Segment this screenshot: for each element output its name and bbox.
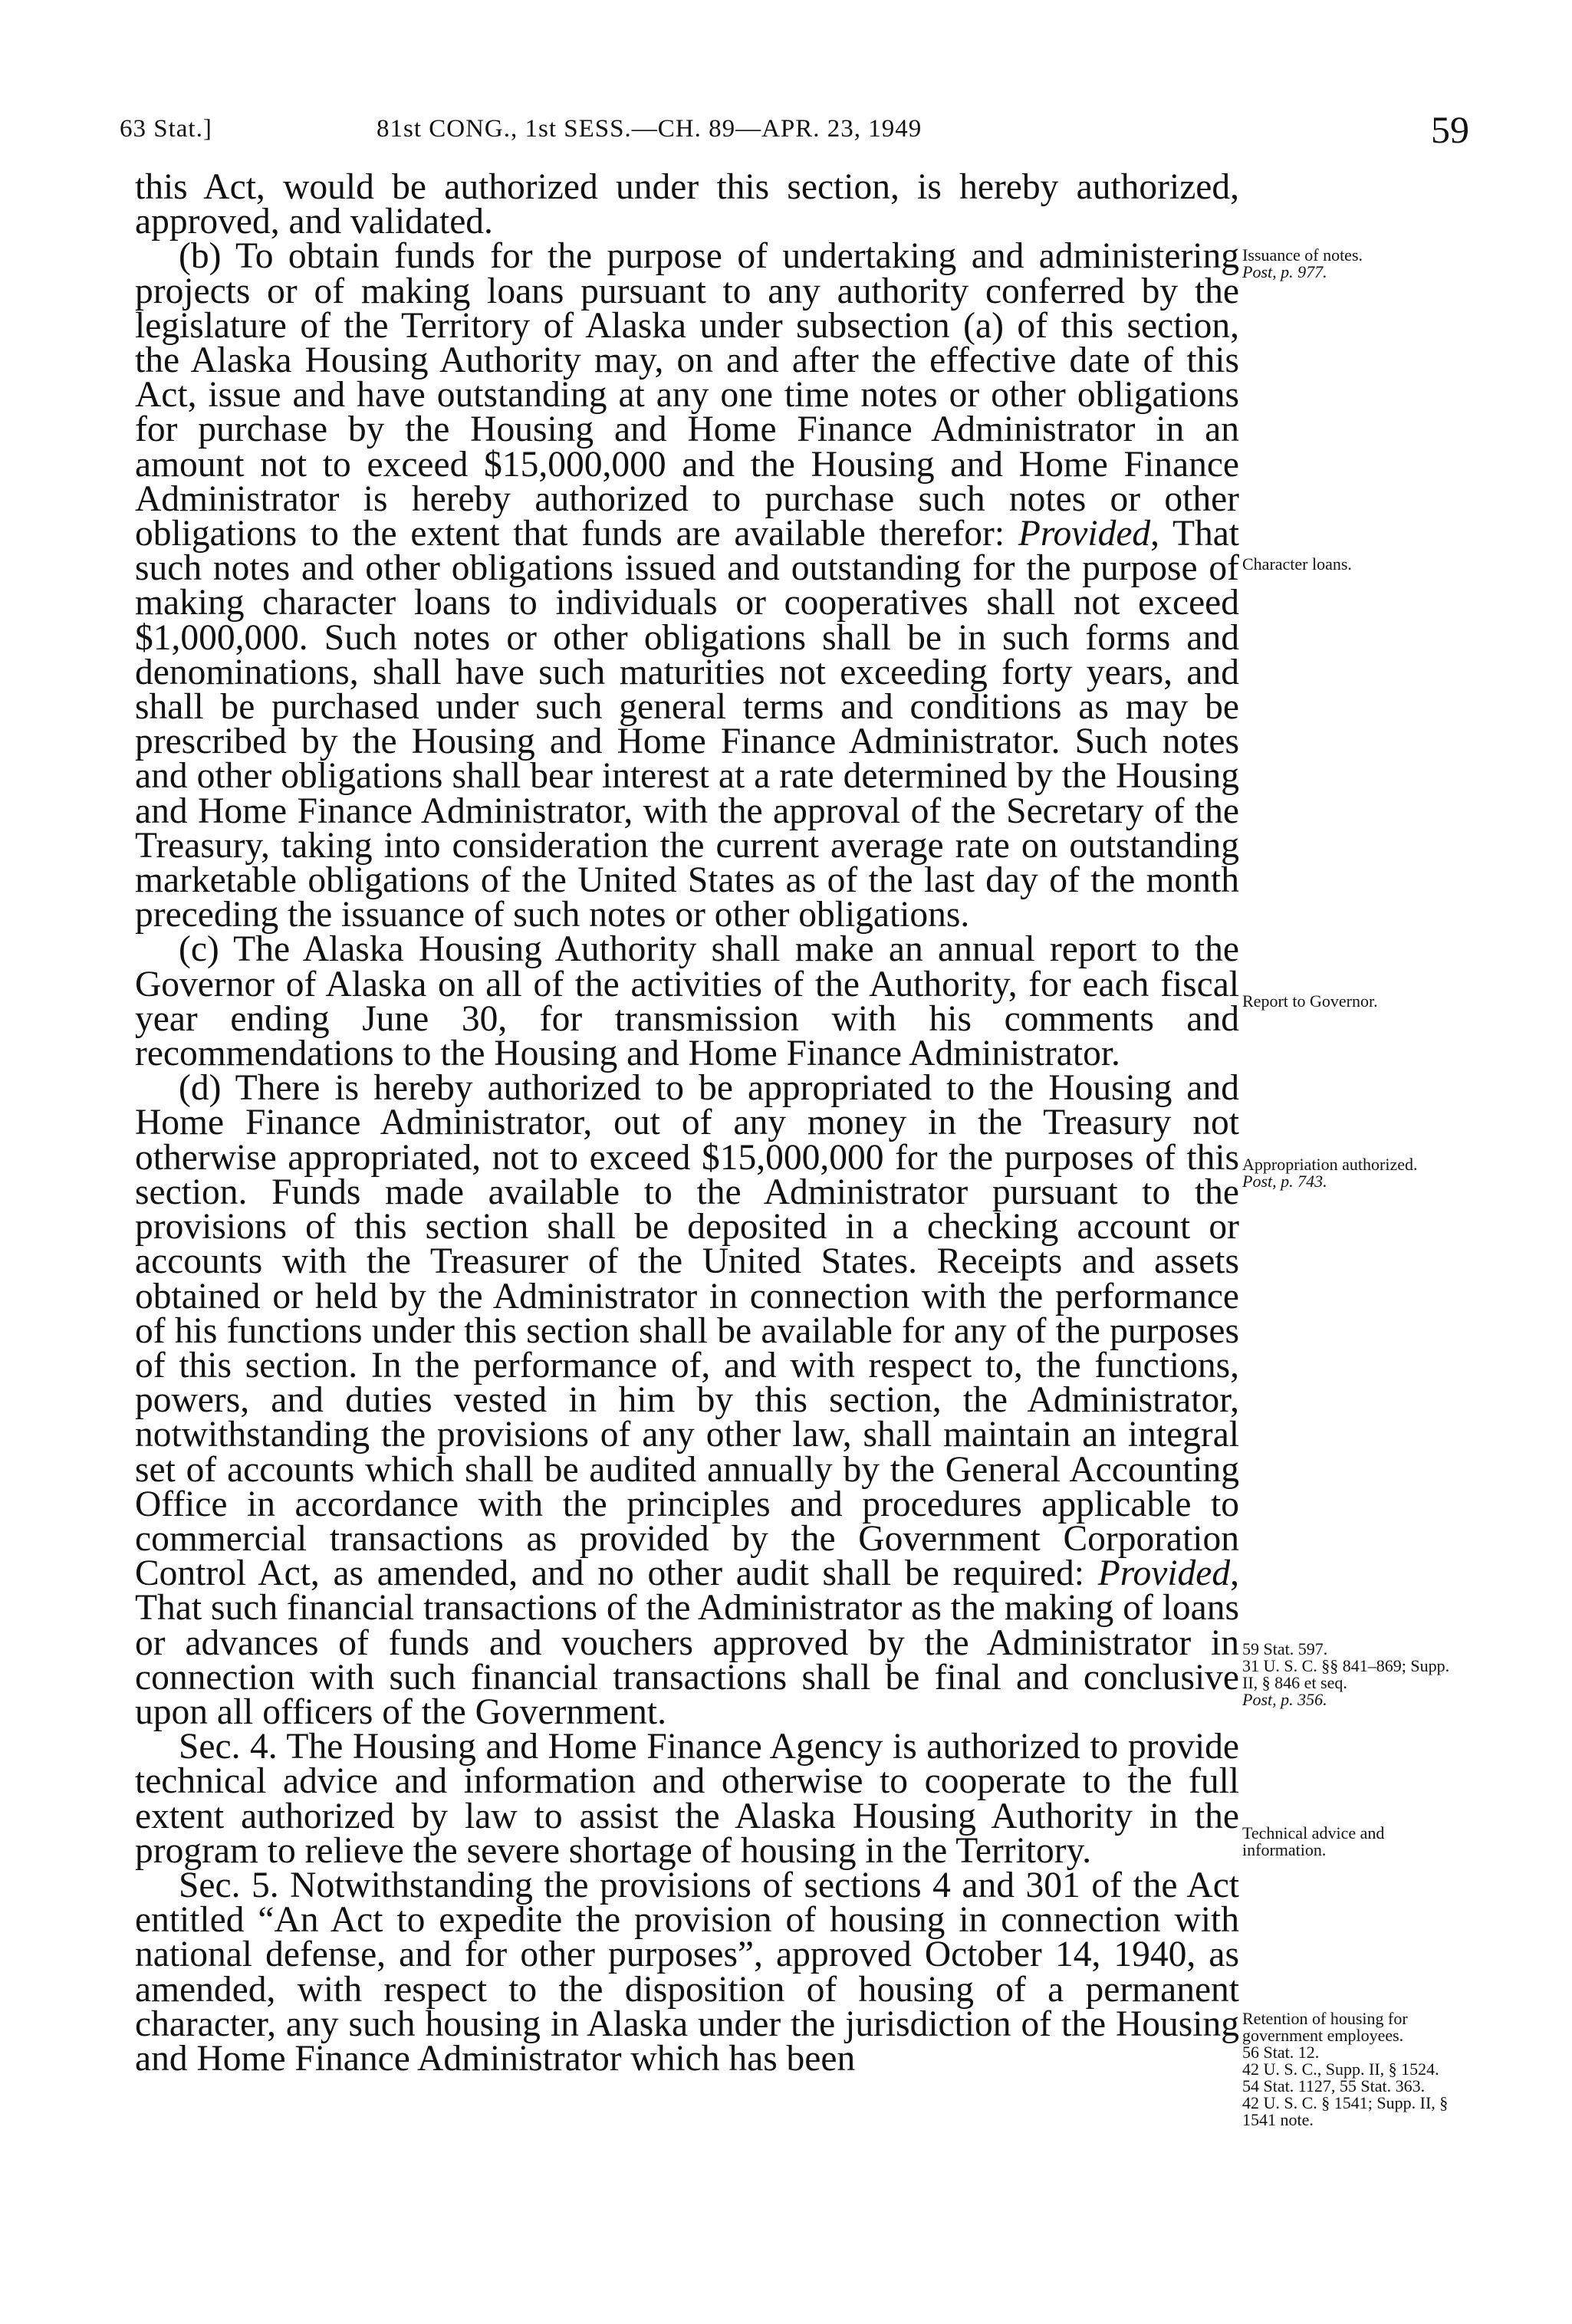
section-5: Sec. 5. Notwithstanding the provisions of sections 4 and 301 of the Act entitled “An Act to expedite the provision of housing in connection with national defense, and for other purposes”, approved October 14, 1940, as amended, with respect to the disposition of housing of a permanent character, any such housing in Alaska under the jurisdiction of the Housing and Home Finance Administrator which has been bbox=[135, 1865, 1239, 2079]
page-header bbox=[120, 107, 1469, 153]
session-chapter-date: 81st CONG., 1st SESS.—CH. 89—APR. 23, 1949 bbox=[377, 115, 922, 143]
section-4: Sec. 4. The Housing and Home Finance Agency is authorized to provide technical advice and information and otherwise to cooperate to the full extent authorized by law to assist the Alaska Housing Authority in the program to relieve the severe shortage of housing in the Territory. bbox=[135, 1727, 1239, 1871]
margin-note-technical-advice: Technical advice and information. bbox=[1242, 1823, 1385, 1859]
margin-note-stat-597: 59 Stat. 597. 31 U. S. C. §§ 841–869; Supp. II, § 846 et seq. Post, p. 356. bbox=[1242, 1639, 1450, 1709]
paragraph-d: (d) There is hereby authorized to be appropriated to the Housing and Home Finance Administrator, out of any money in the Treasury not otherwise appropriated, not to exceed $15,000,000 for the purposes of this section. Funds made available to the Administrator pursuant to the provisions of this section shall be deposited in a checking account or accounts with the Treasurer of the United States. Receipts and assets obtained or held by the Administrator in connection with the performance of his functions under this section shall be available for any of the purposes of this section. In the performance of, and with respect to, the functions, powers, and duties vested in him by this section, the Administrator, notwithstanding the provisions of any other law, shall maintain an integral set of accounts which shall be audited annually by the General Accounting Office in accordance with the principles and procedures applicable to commercial transactions as provided by the Government Corporation Control Act, as amended, and no other audit shall be required: Provided, That such financial transactions of the Administrator as the making of loans or advances of funds and vouchers approved by the Administrator in connection with such financial transactions shall be final and conclusive upon all officers of the Government. bbox=[135, 1068, 1239, 1732]
margin-note-appropriation: Appropriation authorized. Post, p. 743. bbox=[1242, 1155, 1418, 1191]
margin-note-issuance: Issuance of notes. Post, p. 977. bbox=[1242, 245, 1363, 281]
page-number: 59 bbox=[1431, 108, 1469, 151]
margin-note-retention: Retention of housing for government employees. 56 Stat. 12. 42 U. S. C., Supp. II, § 1524. 54 Stat. 1127, 55 Stat. 363. 42 U. S. C. § 1541; Supp. II, § 1541 note. bbox=[1242, 2009, 1449, 2129]
statute-reference: 63 Stat.] bbox=[120, 115, 212, 143]
main-text-column bbox=[135, 167, 1240, 2079]
paragraph-c: (c) The Alaska Housing Authority shall make an annual report to the Governor of Alaska on all of the activities of the Authority, for each fiscal year ending June 30, for transmission with his comments and recommendations to the Housing and Home Finance Administrator. bbox=[135, 929, 1239, 1074]
paragraph-continuation: this Act, would be authorized under this section, is hereby authorized, approved, and validated. bbox=[135, 167, 1239, 242]
margin-note-character-loans: Character loans. bbox=[1242, 554, 1352, 574]
margin-note-report: Report to Governor. bbox=[1242, 991, 1378, 1011]
paragraph-b: (b) To obtain funds for the purpose of undertaking and administering projects or of making loans pursuant to any authority conferred by the legislature of the Territory of Alaska under subsection (a) of this section, the Alaska Housing Authority may, on and after the effective date of this Act, issue and have outstanding at any one time notes or other obligations for purchase by the Housing and Home Finance Administrator in an amount not to exceed $15,000,000 and the Housing and Home Finance Administrator is hereby authorized to purchase such notes or other obligations to the extent that funds are available therefor: Provided, That such notes and other obligations issued and outstanding for the purpose of making character loans to individuals or cooperatives shall not exceed $1,000,000. Such notes or other obligations shall be in such forms and denominations, shall have such maturities not exceeding forty years, and shall be purchased under such general terms and conditions as may be prescribed by the Housing and Home Finance Administrator. Such notes and other obligations shall bear interest at a rate determined by the Housing and Home Finance Administrator, with the approval of the Secretary of the Treasury, taking into consideration the current average rate on outstanding marketable obligations of the United States as of the last day of the month preceding the issuance of such notes or other obligations. bbox=[135, 236, 1240, 935]
